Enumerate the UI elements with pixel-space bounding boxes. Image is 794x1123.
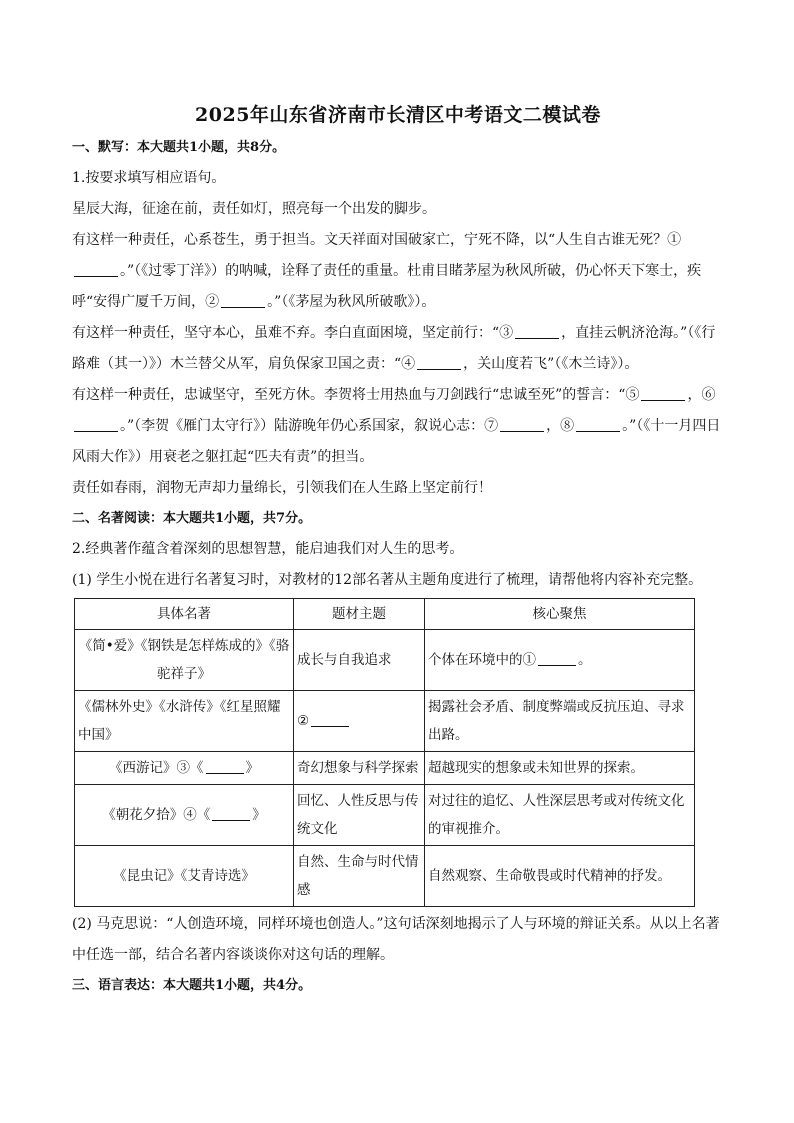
table-cell-focus: 自然观察、生命敬畏或时代精神的抒发。: [425, 846, 695, 907]
table-cell-theme: 成长与自我追求: [294, 630, 425, 691]
text: 诗》）。: [596, 356, 639, 372]
table-cell-books: [75, 785, 294, 846]
text: 个体在环境中的①: [428, 652, 536, 668]
table-fill-blank-1[interactable]: [538, 651, 576, 666]
question-2-prompt: 2.经典著作蕴含着深刻的思想智慧，能启迪我们对人生的思考。: [72, 541, 464, 557]
fill-blank-7[interactable]: [500, 417, 544, 432]
table-cell-books: 《儒林外史》《水浒传》《红星照耀中国》: [75, 691, 294, 752]
table-cell-focus: 揭露社会矛盾、制度弊端或反抗压迫、寻求出路。: [425, 691, 695, 752]
question-2-sub-2: (2) 马克思说：“人创造环境，同样环境也创造人。”这句话深刻地揭示了人与环境的辩证关系。从以上名著中任选一部，结合名著内容谈谈你对这句话的理解。: [72, 916, 720, 963]
question-2-sub-1: (1) 学生小悦在进行名著复习时，对教材的12部名著从主题角度进行了梳理，请帮他将内容补充完整。: [72, 572, 703, 588]
text: 《朝花夕拾》④《: [102, 807, 211, 823]
text: 。”（《过零丁洋》）的呐喊，诠释了责任的重量。杜甫目睹茅屋为秋风所破，仍心怀天下寒士，: [120, 263, 688, 279]
fill-blank-6[interactable]: [74, 417, 118, 432]
fill-blank-2[interactable]: [221, 293, 265, 308]
question-1-intro: 星辰大海，征途在前，责任如灯，照亮每一个出发的脚步。: [72, 201, 436, 217]
text: 。: [578, 652, 592, 668]
table-row: [75, 691, 695, 752]
table-cell-theme: [294, 691, 425, 752]
section-heading-1: 一、默写：本大题共1小题，共8分。: [72, 140, 286, 155]
table-fill-blank-4[interactable]: [212, 806, 250, 821]
text: （《行路难（其一）》）木兰替父从军，肩负保家卫国之责：“④: [72, 325, 716, 372]
table-row: [75, 785, 695, 846]
text: 。”（《十一月四日风雨大作》）用衰老之躯扛起“匹夫有责”的担当。: [72, 418, 721, 465]
table-cell-focus: 超越现实的想象或未知世界的探索。: [425, 752, 695, 785]
table-row: [75, 752, 695, 785]
text: 》: [252, 807, 266, 823]
text: ，直挂云帆济沧海。”: [561, 325, 688, 341]
fill-blank-3[interactable]: [515, 324, 559, 339]
page-title: 2025年山东省济南市长清区中考语文二模试卷: [195, 104, 601, 126]
text: ，关山度若飞”（《木兰: [463, 356, 597, 372]
exam-page: [72, 100, 724, 1001]
table-header-row: [75, 599, 695, 630]
table-header: 题材主题: [294, 599, 425, 630]
section-heading-3: 三、语言表达：本大题共1小题，共4分。: [72, 978, 312, 993]
text: 》: [245, 760, 259, 776]
table-cell-theme: 奇幻想象与科学探索: [294, 752, 425, 785]
text: 。”（《茅屋为秋风所破歌》）。: [267, 294, 436, 310]
table-cell-focus: 对过往的追忆、人性深层思考或对传统文化的审视推介。: [425, 785, 695, 846]
fill-blank-5[interactable]: [641, 386, 685, 401]
question-1-paragraph-2: [72, 318, 724, 380]
question-1-outro: 责任如春雨，润物无声却力量绵长，引领我们在人生路上坚定前行！: [72, 480, 492, 496]
table-cell-books: 《简•爱》《钢铁是怎样炼成的》《骆驼祥子》: [75, 630, 294, 691]
text: 有这样一种责任，心系苍生，勇于担当。文天祥面对国破家亡，宁死不降，以“人生自古谁无死？①: [72, 232, 682, 248]
text: ，⑥: [687, 387, 716, 403]
table-row: [75, 846, 695, 907]
table-cell-books: [75, 752, 294, 785]
text: ②: [297, 713, 310, 729]
fill-blank-8[interactable]: [576, 417, 620, 432]
table-header: 具体名著: [75, 599, 294, 630]
classics-table: [74, 598, 695, 907]
text: ，⑧: [546, 418, 575, 434]
table-row: [75, 630, 695, 691]
text: 有这样一种责任，忠诚坚守，至死方休。李贺将士用热血与刀剑践行“忠诚至死”的誓言：“⑤: [72, 387, 640, 403]
table-header: 核心聚焦: [425, 599, 695, 630]
text: 。”（李贺《雁门太守行》）陆游晚年仍心系国家，叙说心志：⑦: [120, 418, 499, 434]
text: 《西游记》③《: [109, 760, 204, 776]
table-cell-theme: 自然、生命与时代情感: [294, 846, 425, 907]
table-fill-blank-2[interactable]: [311, 712, 349, 727]
table-cell-focus: [425, 630, 695, 691]
question-1-paragraph-3: [72, 380, 724, 473]
question-1-paragraph-1: [72, 225, 724, 318]
text: 疾呼“安得广厦千万间，②: [72, 263, 702, 310]
table-fill-blank-3[interactable]: [206, 759, 244, 774]
table-cell-theme: 回忆、人性反思与传统文化: [294, 785, 425, 846]
question-1-prompt: 1.按要求填写相应语句。: [72, 170, 226, 186]
table-cell-books: 《昆虫记》《艾青诗选》: [75, 846, 294, 907]
text: 有这样一种责任，坚守本心，虽难不弃。李白直面困境，坚定前行：“③: [72, 325, 514, 341]
fill-blank-4[interactable]: [417, 355, 461, 370]
section-heading-2: 二、名著阅读：本大题共1小题，共7分。: [72, 511, 312, 526]
fill-blank-1[interactable]: [74, 262, 118, 277]
